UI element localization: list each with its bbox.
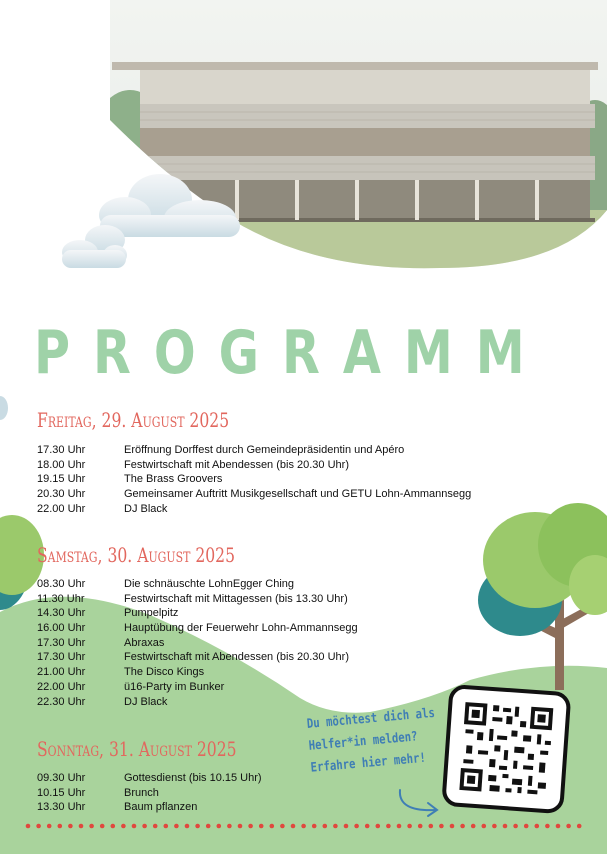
- schedule-event: Festwirtschaft mit Mittagessen (bis 13.30 Uhr): [124, 592, 348, 605]
- schedule-row: [37, 487, 577, 502]
- dot: [153, 824, 158, 829]
- dot: [439, 824, 444, 829]
- day-heading-saturday: Samstag, 30. August 2025: [37, 543, 236, 567]
- schedule-event: The Brass Groovers: [124, 473, 223, 486]
- schedule-event: Die schnäuschte LohnEgger Ching: [124, 578, 295, 590]
- schedule-event: Gottesdienst (bis 10.15 Uhr): [124, 772, 262, 784]
- dot: [248, 824, 253, 829]
- schedule-row: [37, 680, 577, 695]
- schedule-event: DJ Black: [124, 695, 168, 708]
- dot: [217, 824, 222, 829]
- helper-callout: [306, 701, 461, 780]
- schedule-row: [37, 636, 577, 651]
- day-heading-sunday: Sonntag, 31. August 2025: [37, 737, 237, 761]
- dot: [36, 824, 41, 829]
- dot: [460, 824, 465, 829]
- schedule-row: [37, 786, 577, 801]
- schedule-time: 09.30 Uhr: [37, 772, 86, 784]
- schedule-time: 18.00 Uhr: [37, 458, 86, 471]
- schedule-row: [37, 577, 577, 592]
- dot: [100, 824, 105, 829]
- schedule-time: 17.30 Uhr: [37, 636, 86, 649]
- dot: [58, 824, 63, 829]
- dot: [556, 824, 561, 829]
- dot: [513, 824, 518, 829]
- dot: [259, 824, 264, 829]
- dot: [68, 824, 73, 829]
- dot: [142, 824, 147, 829]
- schedule-row: [37, 502, 577, 517]
- schedule-friday: [37, 443, 577, 516]
- dot: [280, 824, 285, 829]
- schedule-row: [37, 606, 577, 621]
- dot: [545, 824, 550, 829]
- schedule-event: Eröffnung Dorffest durch Gemeindepräsidentin und Apéro: [124, 444, 405, 456]
- dot: [89, 824, 94, 829]
- dot: [492, 824, 497, 829]
- building-illustration: [90, 0, 607, 280]
- dot: [47, 824, 52, 829]
- schedule-event: Festwirtschaft mit Abendessen (bis 20.30 Uhr): [124, 458, 349, 471]
- dot: [26, 824, 31, 829]
- schedule-time: 08.30 Uhr: [37, 578, 86, 590]
- schedule-row: [37, 472, 577, 487]
- schedule-time: 11.30 Uhr: [37, 592, 85, 605]
- dot: [206, 824, 211, 829]
- dot: [397, 824, 402, 829]
- dot: [174, 824, 179, 829]
- schedule-time: 10.15 Uhr: [37, 786, 86, 799]
- schedule-row: [37, 800, 577, 815]
- dot: [333, 824, 338, 829]
- dot: [376, 824, 381, 829]
- dot: [407, 824, 412, 829]
- dot: [354, 824, 359, 829]
- page-title: PROGRAMM: [34, 318, 548, 388]
- helper-line-1: Du möchtest dich als: [306, 705, 436, 732]
- schedule-event: Pumpelpitz: [124, 607, 179, 620]
- schedule-time: 21.00 Uhr: [37, 666, 86, 679]
- dot: [195, 824, 200, 829]
- dot: [535, 824, 540, 829]
- dot: [450, 824, 455, 829]
- schedule-time: 22.30 Uhr: [37, 695, 86, 708]
- schedule-row: [37, 621, 577, 636]
- dot: [238, 824, 243, 829]
- helper-line-3: Erfahre hier mehr!: [310, 750, 427, 776]
- schedule-row: [37, 458, 577, 473]
- schedule-event: ü16-Party im Bunker: [124, 680, 225, 693]
- schedule-time: 13.30 Uhr: [37, 801, 86, 814]
- schedule-time: 17.30 Uhr: [37, 651, 86, 664]
- dot: [132, 824, 137, 829]
- dot: [577, 824, 582, 829]
- schedule-time: 22.00 Uhr: [37, 680, 86, 693]
- schedule-event: Festwirtschaft mit Abendessen (bis 20.30 Uhr): [124, 651, 349, 664]
- dot: [365, 824, 370, 829]
- schedule-time: 14.30 Uhr: [37, 607, 86, 620]
- dot: [291, 824, 296, 829]
- dot: [111, 824, 116, 829]
- schedule-time: 17.30 Uhr: [37, 444, 86, 456]
- dot: [79, 824, 84, 829]
- schedule-sunday: [37, 771, 577, 815]
- day-heading-friday: Freitag, 29. August 2025: [37, 408, 230, 432]
- schedule-event: Abraxas: [124, 636, 165, 649]
- dot: [471, 824, 476, 829]
- dot: [418, 824, 423, 829]
- schedule-event: The Disco Kings: [124, 666, 205, 679]
- dot: [524, 824, 529, 829]
- schedule-row: [37, 665, 577, 680]
- dot: [566, 824, 571, 829]
- schedule-event: DJ Black: [124, 502, 168, 515]
- dot: [164, 824, 169, 829]
- dot: [323, 824, 328, 829]
- schedule-event: Baum pflanzen: [124, 801, 198, 814]
- schedule-event: Gemeinsamer Auftritt Musikgesellschaft und GETU Lohn-Ammannsegg: [124, 488, 472, 501]
- schedule-row: [37, 695, 577, 710]
- schedule-event: Brunch: [124, 786, 159, 799]
- schedule-row: [37, 650, 577, 665]
- dot: [301, 824, 306, 829]
- dot: [482, 824, 487, 829]
- dot: [344, 824, 349, 829]
- schedule-row: [37, 771, 577, 786]
- schedule-time: 20.30 Uhr: [37, 488, 86, 501]
- dot: [227, 824, 232, 829]
- dot: [386, 824, 391, 829]
- dot: [312, 824, 317, 829]
- schedule-row: [37, 592, 577, 607]
- helper-line-2: Helfer*in melden?: [308, 729, 419, 754]
- schedule-time: 22.00 Uhr: [37, 502, 86, 515]
- dot: [270, 824, 275, 829]
- schedule-time: 19.15 Uhr: [37, 473, 86, 486]
- schedule-saturday: [37, 577, 577, 709]
- dot: [185, 824, 190, 829]
- dot: [503, 824, 508, 829]
- schedule-time: 16.00 Uhr: [37, 622, 86, 635]
- dot: [429, 824, 434, 829]
- schedule-event: Hauptübung der Feuerwehr Lohn-Ammannsegg: [124, 622, 358, 635]
- dot: [121, 824, 126, 829]
- schedule-row: [37, 443, 577, 458]
